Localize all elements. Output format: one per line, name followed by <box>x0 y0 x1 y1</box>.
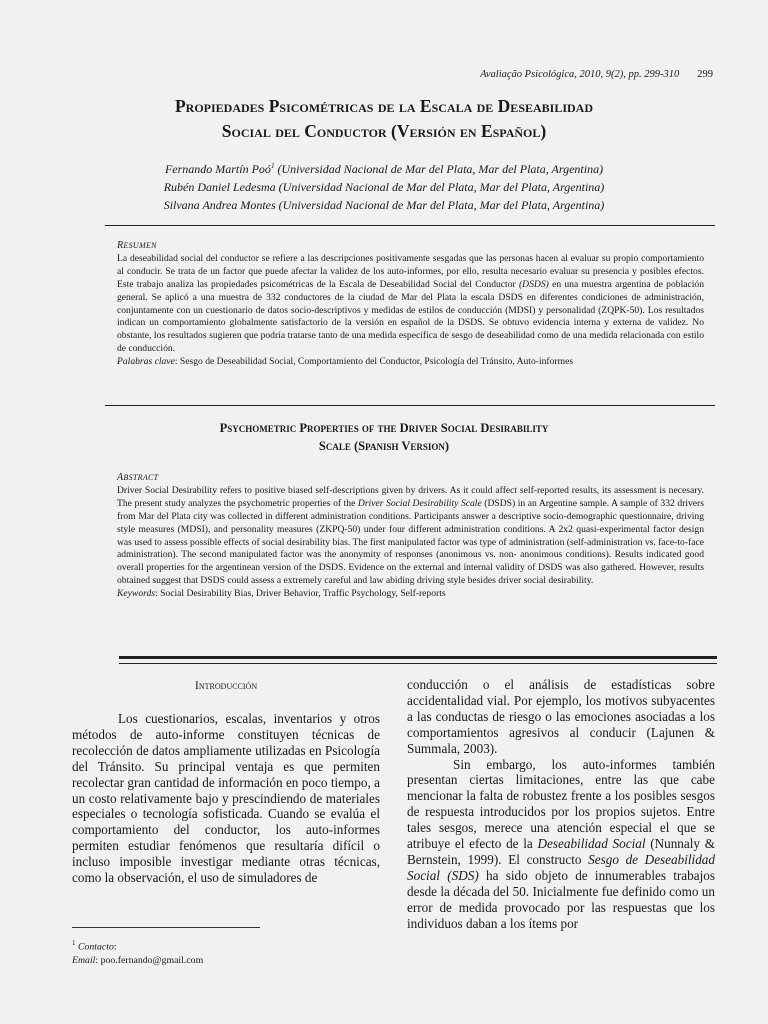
intro-paragraph-1-cont: conducción o el análisis de estadísticas sobre accidentalidad vial. Por ejemplo, los motivos subyacentes a las conductas de riesgo o las emociones asociadas a los comportamientos agresivos al conducir (Lajunen & Summala, 2003). <box>407 677 715 756</box>
divider-top <box>105 225 715 226</box>
paper-title-line-1: Propiedades Psicométricas de la Escala de Deseabilidad <box>174 96 594 116</box>
resumen-heading: RESUMEN <box>117 240 157 251</box>
english-title-line-1: Psychometric Properties of the Driver Social Desirability <box>219 421 549 435</box>
abstract-keywords: Keywords: Social Desirability Bias, Driver Behavior, Traffic Psychology, Self-reports <box>117 588 446 600</box>
abstract-text: Driver Social Desirability refers to positive biased self-descriptions given by drivers. As it could affect self-reported results, its assessment is necesary. The present study analyzes the psychometric properties of the Driver Social Desirability Scale (DSDS) in an Argentine sample. A sample of 332 drivers from Mar del Plata city was collected in different administration conditions. Participants answer a descriptive socio-demographic questionnaire, driving style measures (MDSI), and personality measures (ZKPQ-50) under four different administration conditions. A 2x2 quasi-experimental factor design was used to assess possible effects of social desirability bias. The first manipulated factor was type of administration (self-administration vs. face-to-face administration). The second manipulated factor was the anonymity of responses (anonimous vs. non- anonimous conditions). Results indicated good overall properties for the argentinean version of the DSDS. Evidence on the external and internal validity of DSDS was also gathered. However, results obtained suggest that DSDS could assess a extremely careful and law abiding driving style besides driver social desirability. <box>117 484 704 587</box>
intro-right-column <box>407 677 715 932</box>
paper-title-line-2: Social del Conductor (Versión en Español) <box>221 121 547 141</box>
section-heading-introduccion: Introducción <box>194 678 258 692</box>
page-number: 299 <box>697 69 713 80</box>
intro-paragraph-2: Sin embargo, los auto-informes también presentan ciertas limitaciones, entre las que cabe mencionar la falta de robustez frente a los posibles sesgos de respuesta introducidos por los propios sujetos. Entre tales sesgos, merece una atención especial el que se atribuye el efecto de la Deseabilidad Social (Nunnaly & Bernstein, 1999). El constructo Sesgo de Deseabilidad Social (SDS) ha sido objeto de innumerables trabajos desde la década del 50. Inicialmente fue definido como un error de medida provocado por las respuestas que los individuos daban a los ítems por <box>407 756 715 931</box>
english-title <box>80 419 688 455</box>
intro-left-column <box>72 711 380 886</box>
divider-middle <box>105 405 715 406</box>
footnote-divider <box>72 927 260 928</box>
resumen-keywords: Palabras clave: Sesgo de Deseabilidad Social, Comportamiento del Conductor, Psicología del Tránsito, Auto-informes <box>117 356 574 368</box>
footnote <box>72 936 203 968</box>
journal-citation: Avaliação Psicológica, 2010, 9(2), pp. 299-310 <box>480 69 680 80</box>
abstract-heading: ABSTRACT <box>117 472 159 483</box>
author-list <box>40 157 728 214</box>
author-1: Fernando Martín Poó$^1$ (Universidad Nacional de Mar del Plata, Mar del Plata, Argentina) <box>164 162 604 176</box>
author-3: Silvana Andrea Montes (Universidad Nacional de Mar del Plata, Mar del Plata, Argentina) <box>163 198 605 212</box>
divider-thin <box>119 663 717 664</box>
divider-thick <box>119 656 717 659</box>
running-head <box>480 69 713 80</box>
footnote-email: Email: poo.fernando@gmail.com <box>72 955 204 967</box>
intro-paragraph-1: Los cuestionarios, escalas, inventarios y otros métodos de auto-informe constituyen técnicas de recolección de datos ampliamente utilizadas en Psicología del Tránsito. Su principal ventaja es que permiten recolectar gran cantidad de información en poco tiempo, a un costo relativamente bajo y prescindiendo de materiales especiales o tecnología sofisticada. Cuando se evalúa el comportamiento del conductor, los auto-informes permiten estudiar fenómenos que resultaría difícil o incluso imposible investigar mediante otras técnicas, como la observación, el uso de simuladores de <box>72 711 380 886</box>
footnote-contact: $^1$ Contacto: <box>72 939 117 953</box>
author-2: Rubén Daniel Ledesma (Universidad Nacional de Mar del Plata, Mar del Plata, Argentina) <box>163 180 605 194</box>
resumen-text: La deseabilidad social del conductor se refiere a las descripciones positivamente sesgadas que las personas hacen al evaluar su propio comportamiento al conducir. Se trata de un factor que puede afectar la validez de los auto-informes, por ello, resulta necesario evaluar su presencia y posibles efectos. Este trabajo analiza las propiedades psicométricas de la Escala de Deseabilidad Social del Conductor (DSDS) en una muestra argentina de población general. Se aplicó a una muestra de 332 conductores de la ciudad de Mar del Plata la escala DSDS en diferentes condiciones de administración, conjuntamente con un cuestionario de datos socio-descriptivos y medidas de estilos de conducción (MDSI) y personalidad (ZQPK-50). Los resultados indican un comportamiento globalmente satisfactorio de la versión en español de la DSDS. Se obtuvo evidencia interna y externa de validez. No obstante, los resultados sugieren que podría tratarse tanto de una medida específica de sesgo de deseabilidad como de una medida relacionada con estilo de conducción. <box>117 252 705 355</box>
abstract-block <box>117 472 704 601</box>
resumen-block <box>117 240 704 369</box>
english-title-line-2: Scale (Spanish Version) <box>318 439 450 453</box>
